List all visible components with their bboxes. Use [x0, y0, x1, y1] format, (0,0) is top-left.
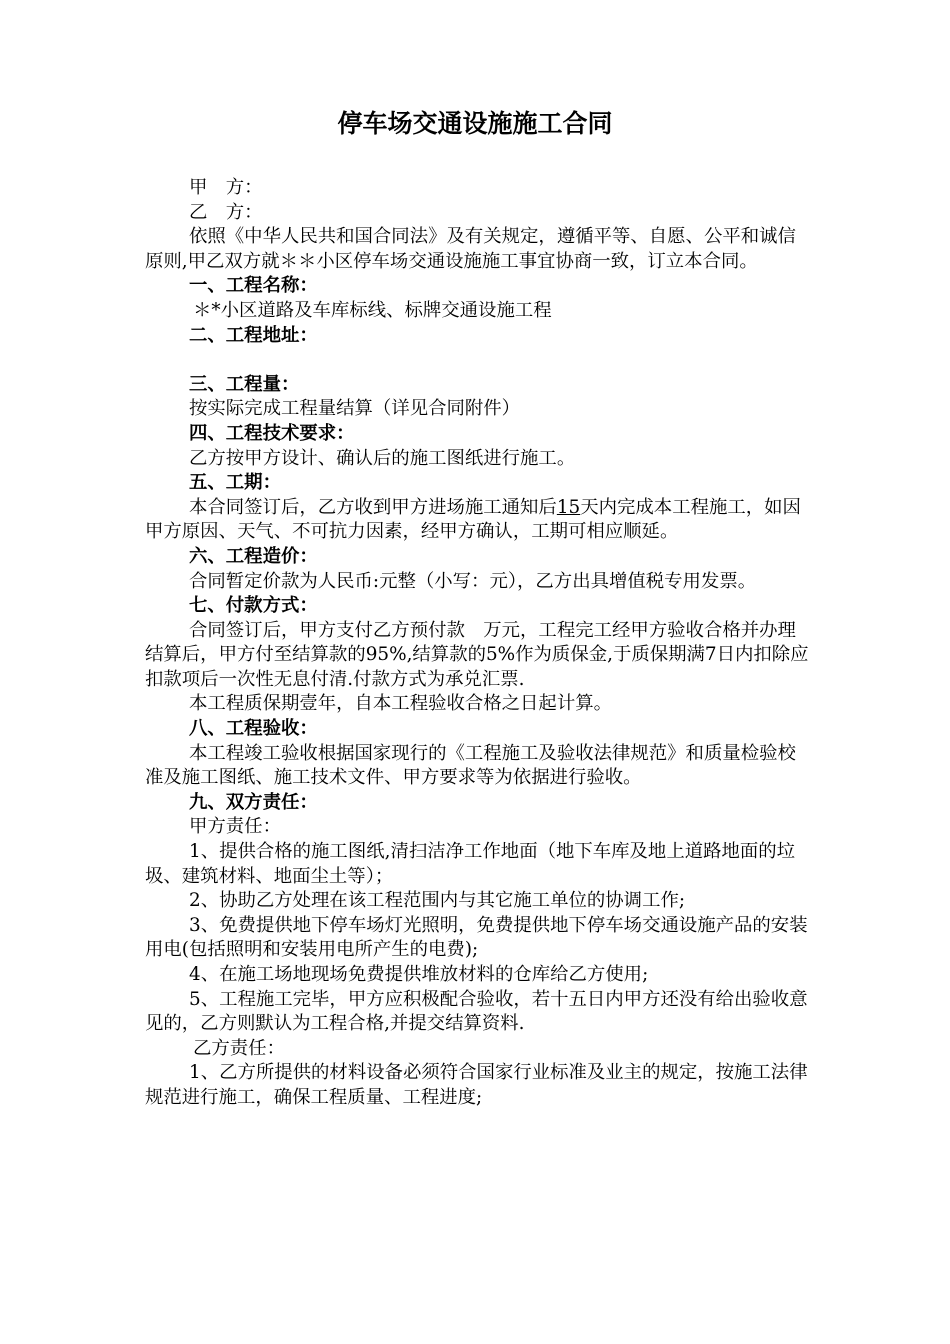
- duration-days: 15: [556, 496, 581, 518]
- section-9-heading: 九、双方责任：: [189, 791, 318, 813]
- party-a-duty-item: 1、提供合格的施工图纸,清扫洁净工作地面（地下车库及地上道路地面的垃圾、建筑材料、地面尘土等）；: [145, 841, 796, 887]
- section-5-body: [145, 496, 810, 545]
- section-4-body: 乙方按甲方设计、确认后的施工图纸进行施工。: [189, 447, 576, 469]
- document-title: 停车场交通设施施工合同: [337, 109, 613, 138]
- section-5-heading: 五、工期：: [189, 472, 281, 494]
- section-7-heading: 七、付款方式：: [189, 595, 318, 617]
- section-5-body-pre: 本合同签订后，乙方收到甲方进场施工通知后: [189, 496, 557, 518]
- warranty-paragraph: 本工程质保期壹年，自本工程验收合格之日起计算。: [189, 693, 612, 715]
- section-1-body: ＊*小区道路及车库标线、标牌交通设施工程: [193, 299, 552, 321]
- party-a-line: 甲 方：: [189, 177, 263, 198]
- party-a-duty-item: 3、免费提供地下停车场灯光照明，免费提供地下停车场交通设施产品的安装用电(包括照明和安装用电所产生的电费);: [145, 914, 808, 961]
- party-b-duties-title: 乙方责任：: [193, 1037, 285, 1059]
- section-3-body: 按实际完成工程量结算（详见合同附件）: [189, 398, 521, 420]
- blank-line: [145, 348, 810, 373]
- party-b-line: 乙 方：: [189, 201, 263, 223]
- section-5-body-post: 天内完成本工程施工，如因甲方原因、天气、不可抗力因素，经甲方确认，工期可相应顺延。: [145, 496, 801, 543]
- section-6-heading: 六、工程造价：: [189, 545, 318, 567]
- intro-paragraph: 依照《中华人民共和国合同法》及有关规定，遵循平等、自愿、公平和诚信原则,甲乙双方就＊＊小区停车场交通设施施工事宜协商一致，订立本合同。: [145, 226, 796, 272]
- section-4-heading: 四、工程技术要求：: [189, 422, 355, 444]
- party-a-duty-item: 5、工程施工完毕，甲方应积极配合验收，若十五日内甲方还没有给出验收意见的，乙方则默认为工程合格,并提交结算资料.: [145, 988, 808, 1035]
- section-7-body: 合同签订后，甲方支付乙方预付款 万元，工程完工经甲方验收合格并办理结算后，甲方付至结算款的95%,结算款的5%作为质保金,于质保期满7日内扣除应扣款项后一次性无息付清.付款方式为承兑汇票.: [145, 619, 809, 690]
- section-6-body: 合同暂定价款为人民币:元整（小写：元），乙方出具增值税专用发票。: [189, 570, 757, 592]
- party-b-duty-item: 1、乙方所提供的材料设备必须符合国家行业标准及业主的规定，按施工法律规范进行施工，确保工程质量、工程进度;: [145, 1062, 808, 1108]
- section-1-heading: 一、工程名称：: [189, 275, 318, 297]
- party-a-duties-title: 甲方责任：: [189, 816, 281, 838]
- section-3-heading: 三、工程量：: [189, 373, 300, 395]
- section-8-heading: 八、工程验收：: [189, 718, 318, 740]
- section-2-heading: 二、工程地址：: [189, 324, 318, 346]
- contract-body: [145, 176, 810, 1111]
- party-a-duty-item: 4、在施工场地现场免费提供堆放材料的仓库给乙方使用;: [189, 964, 649, 985]
- section-8-body: 本工程竣工验收根据国家现行的《工程施工及验收法律规范》和质量检验校准及施工图纸、施工技术文件、甲方要求等为依据进行验收。: [145, 742, 796, 789]
- party-a-duty-item: 2、协助乙方处理在该工程范围内与其它施工单位的协调工作;: [189, 890, 686, 912]
